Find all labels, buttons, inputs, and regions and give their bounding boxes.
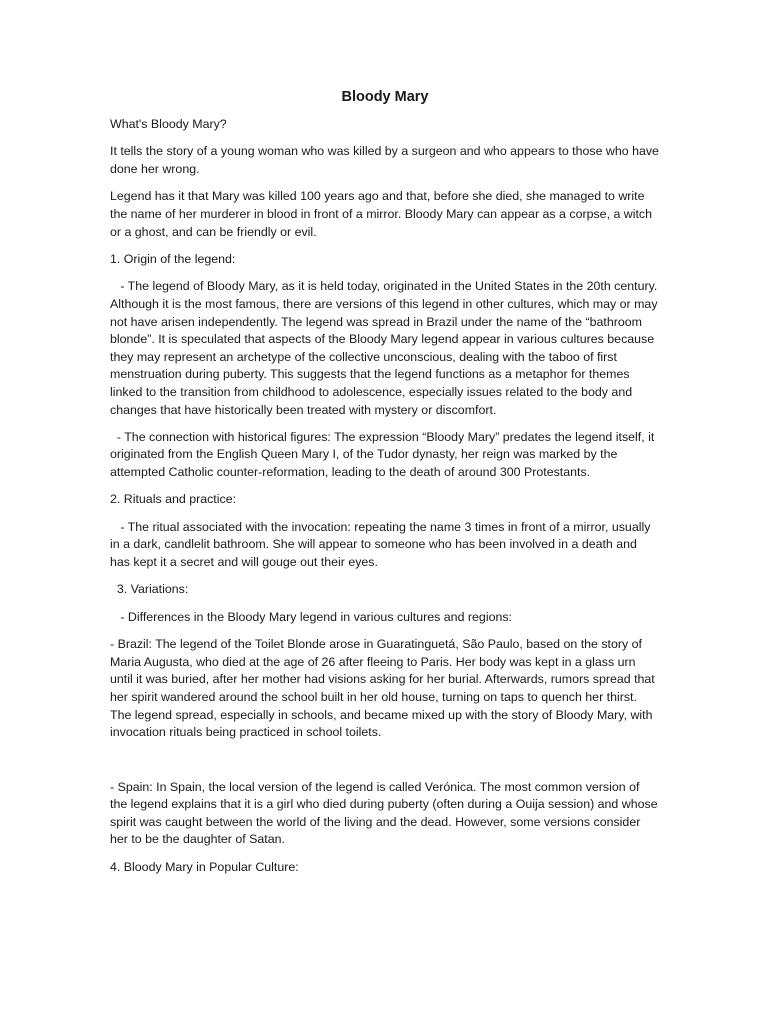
paragraph-ritual: - The ritual associated with the invocation: repeating the name 3 times in front of a mirror, usually in a dark, candlelit bathroom. She will appear to someone who has been involved in a death and has kept it a secret and will gouge out their eyes. <box>110 519 654 570</box>
paragraph-summary: It tells the story of a young woman who was killed by a surgeon and who appears to those who have done her wrong. <box>110 144 663 176</box>
paragraph-brazil: - Brazil: The legend of the Toilet Blonde arose in Guaratinguetá, São Paulo, based on the story of Maria Augusta, who died at the age of 26 after fleeing to Paris. Her body was kept in a glass urn until it was buried, after her mother had visions asking for her burial. Afterwards, rumors spread that her spirit wandered around the school built in her old house, turning on taps to quench her thirst. The legend spread, especially in schools, and became mixed up with the story of Bloody Mary, with invocation rituals being practiced in school toilets. <box>110 637 659 740</box>
document-body <box>110 88 663 886</box>
section-heading-variations: 3. Variations: <box>110 582 189 597</box>
blank-line <box>110 752 660 779</box>
section-heading-rituals: 2. Rituals and practice: <box>110 492 237 507</box>
paragraph-spain: - Spain: In Spain, the local version of the legend is called Verónica. The most common version of the legend explains that it is a girl who died during puberty (often during a Ouija session) and whose spirit was caught between the world of the living and the dead. However, some versions consider her to be the daughter of Satan. <box>110 779 662 847</box>
paragraph-historical-figures: - The connection with historical figures: The expression “Bloody Mary” predates the legend itself, it originated from the English Queen Mary I, of the Tudor dynasty, her reign was marked by the attempted Catholic counter-reformation, leading to the death of around 300 Protestants. <box>110 429 658 480</box>
paragraph-question: What's Bloody Mary? <box>110 117 227 131</box>
document-title: Bloody Mary <box>341 89 429 105</box>
paragraph-differences: - Differences in the Bloody Mary legend in various cultures and regions: <box>110 609 512 624</box>
section-heading-origin: 1. Origin of the legend: <box>110 251 236 266</box>
paragraph-legend: Legend has it that Mary was killed 100 years ago and that, before she died, she managed to write the name of her murderer in blood in front of a mirror. Bloody Mary can appear as a corpse, a witch or a ghost, and can be friendly or evil. <box>110 189 656 239</box>
paragraph-origin: - The legend of Bloody Mary, as it is held today, originated in the United States in the 20th century. Although it is the most famous, there are versions of this legend in other cultures, which may or may not have arisen independently. The legend was spread in Brazil under the name of the “bathroom blonde”. It is speculated that aspects of the Bloody Mary legend appear in various cultures because they may represent an archetype of the collective unconscious, dealing with the taboo of first menstruation during puberty. This suggests that the legend functions as a metaphor for themes linked to the transition from childhood to adolescence, especially issues related to the body and changes that have historically been treated with mystery or discomfort. <box>110 279 661 417</box>
section-heading-popular-culture: 4. Bloody Mary in Popular Culture: <box>110 859 299 874</box>
